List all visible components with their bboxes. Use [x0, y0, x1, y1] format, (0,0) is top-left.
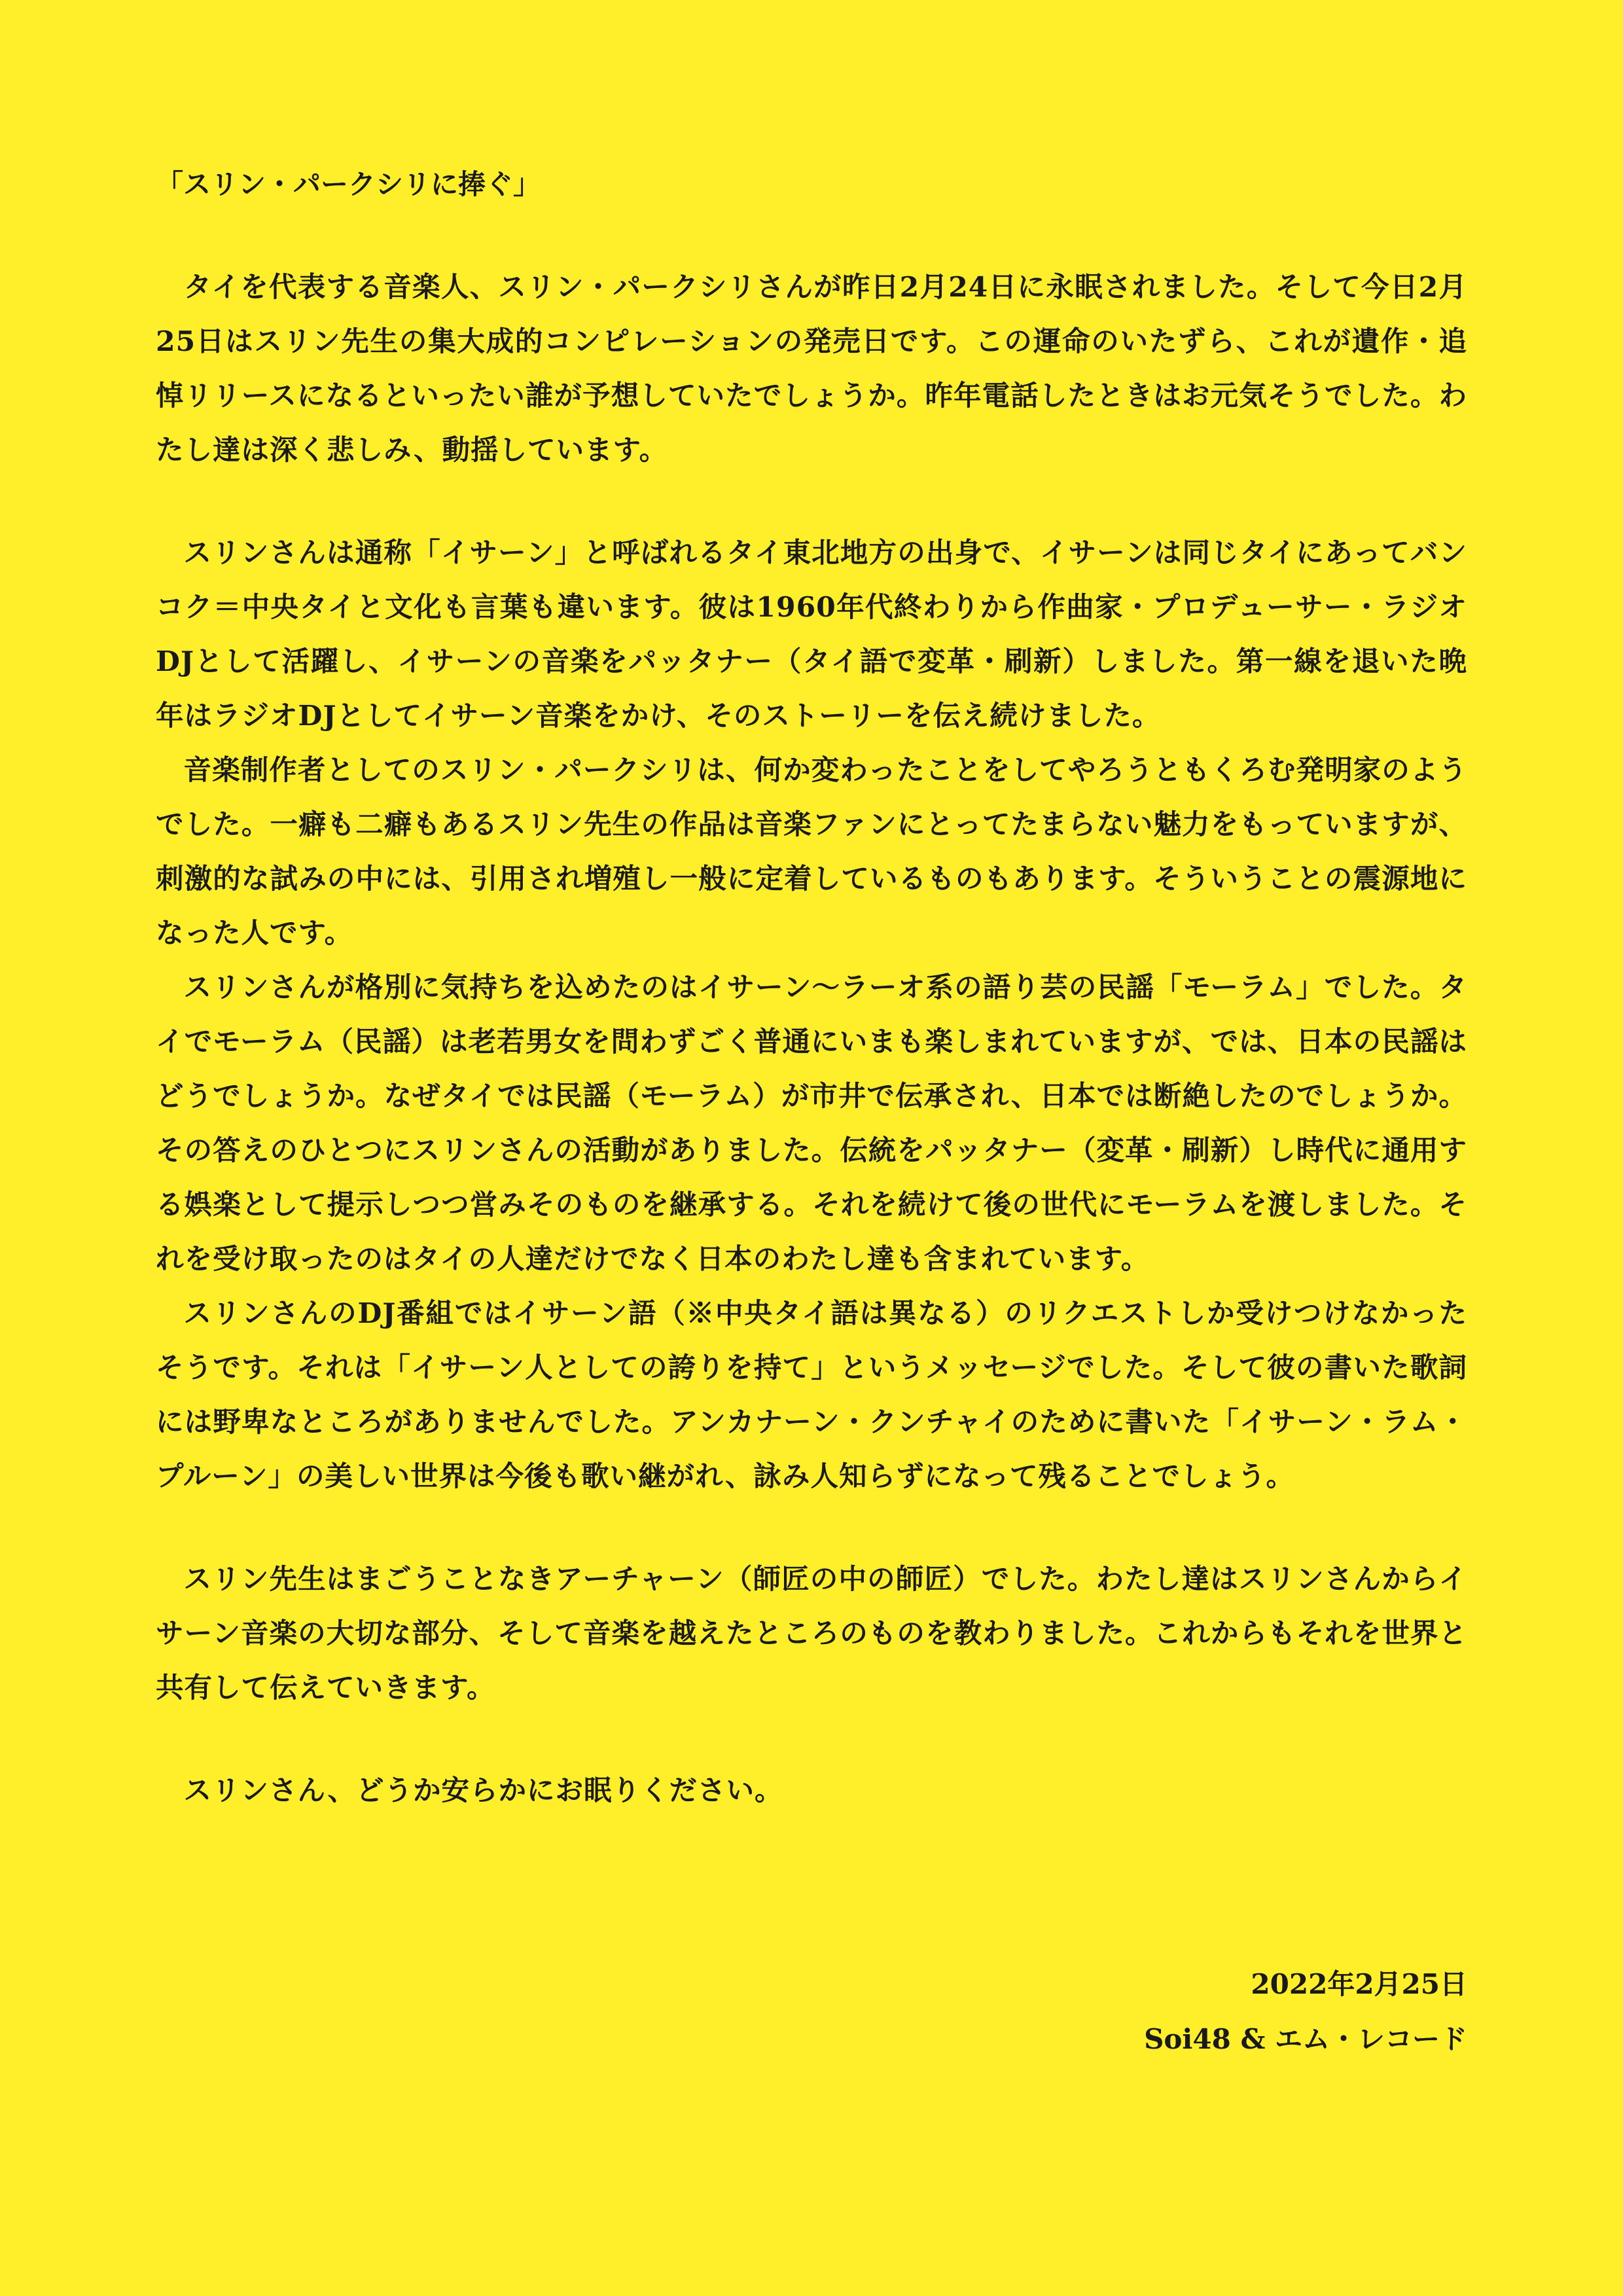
- paragraph-isan-origin: スリンさんは通称「イサーン」と呼ばれるタイ東北地方の出身で、イサーンは同じタイにあってバンコク＝中央タイと文化も言葉も違います。彼は1960年代終わりから作曲家・プロデューサー・ラジオDJとして活躍し、イサーンの音楽をパッタナー（タイ語で変革・刷新）しました。第一線を退いた晩年はラジオDJとしてイサーン音楽をかけ、そのストーリーを伝え続けました。: [156, 537, 1467, 732]
- section-intro: [156, 260, 1467, 478]
- paragraph-ajarn: スリン先生はまごうことなきアーチャーン（師匠の中の師匠）でした。わたし達はスリンさんからイサーン音楽の大切な部分、そして音楽を越えたところのものを教わりました。これからもそれを世界と共有して伝えていきます。: [156, 1563, 1467, 1704]
- section-teacher: [156, 1552, 1467, 1715]
- letter-date: 2022年2月25日: [1251, 1968, 1467, 2000]
- letter-signature: Soi48 & エム・レコード: [1144, 2023, 1467, 2055]
- paragraph-inventor: 音楽制作者としてのスリン・パークシリは、何か変わったことをしてやろうともくろむ発明家のようでした。一癖も二癖もあるスリン先生の作品は音楽ファンにとってたまらない魅力をもっていますが、刺激的な試みの中には、引用され増殖し一般に定着しているものもあります。そういうことの震源地になった人です。: [156, 754, 1467, 950]
- paragraph-dj-program: スリンさんのDJ番組ではイサーン語（※中央タイ語は異なる）のリクエストしか受けつけなかったそうです。それは「イサーン人としての誇りを持て」というメッセージでした。そして彼の書いた歌詞には野卑なところがありませんでした。アンカナーン・クンチャイのために書いた「イサーン・ラム・プルーン」の美しい世界は今後も歌い継がれ、詠み人知らずになって残ることでしょう。: [156, 1297, 1467, 1493]
- paragraph-passing: タイを代表する音楽人、スリン・パークシリさんが昨日2月24日に永眠されました。そして今日2月25日はスリン先生の集大成的コンピレーションの発売日です。この運命のいたずら、これが遺作・追悼リリースになるといったい誰が予想していたでしょうか。昨年電話したときはお元気そうでした。わたし達は深く悲しみ、動揺しています。: [156, 271, 1467, 467]
- signature-block: [1144, 1957, 1467, 2067]
- section-farewell: [156, 1764, 1467, 1818]
- letter-body: [156, 157, 1467, 1818]
- paragraph-rest-in-peace: スリンさん、どうか安らかにお眠りください。: [183, 1774, 783, 1807]
- section-tribute: [156, 526, 1467, 1504]
- paragraph-molam: スリンさんが格別に気持ちを込めたのはイサーン〜ラーオ系の語り芸の民謡「モーラム」でした。タイでモーラム（民謡）は老若男女を問わずごく普通にいまも楽しまれていますが、では、日本の民謡はどうでしょうか。なぜタイでは民謡（モーラム）が市井で伝承され、日本では断絶したのでしょうか。その答えのひとつにスリンさんの活動がありました。伝統をパッタナー（変革・刷新）し時代に通用する娯楽として提示しつつ営みそのものを継承する。それを続けて後の世代にモーラムを渡しました。それを受け取ったのはタイの人達だけでなく日本のわたし達も含まれています。: [156, 971, 1467, 1276]
- letter-title: 「スリン・パークシリに捧ぐ」: [156, 168, 541, 200]
